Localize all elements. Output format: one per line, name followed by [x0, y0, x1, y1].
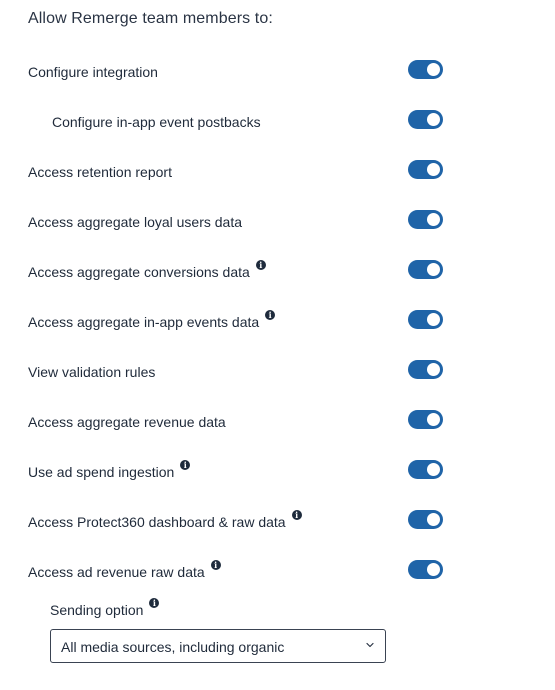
- toggle-configure-postbacks[interactable]: [408, 110, 443, 129]
- permission-label-wrap: [28, 460, 190, 480]
- toggle-knob: [427, 313, 440, 326]
- toggle-knob: [427, 63, 440, 76]
- info-icon[interactable]: i: [149, 598, 159, 608]
- permission-label: Use ad spend ingestion: [28, 464, 175, 480]
- sending-option-label: Sending option: [50, 602, 144, 618]
- toggle-knob: [427, 213, 440, 226]
- permission-row-ad-spend: [0, 458, 555, 488]
- permission-row-loyal-users: [0, 208, 555, 238]
- sending-option-label-wrap: [50, 598, 159, 618]
- sending-option-select[interactable]: [50, 629, 386, 663]
- toggle-knob: [427, 413, 440, 426]
- toggle-knob: [427, 263, 440, 276]
- permission-label: Access aggregate in-app events data: [28, 314, 260, 330]
- toggle-ad-spend[interactable]: [408, 460, 443, 479]
- permissions-heading: Allow Remerge team members to:: [28, 10, 273, 27]
- permission-row-ad-revenue-raw: [0, 558, 555, 588]
- permission-label: Configure in-app event postbacks: [52, 114, 261, 130]
- permission-label-wrap: [28, 260, 266, 280]
- permission-row-in-app-events: [0, 308, 555, 338]
- toggle-knob: [427, 563, 440, 576]
- permission-label: View validation rules: [28, 364, 156, 380]
- permission-label-wrap: [28, 310, 275, 330]
- toggle-configure-integration[interactable]: [408, 60, 443, 79]
- toggle-ad-revenue-raw[interactable]: [408, 560, 443, 579]
- toggle-knob: [427, 513, 440, 526]
- toggle-protect360[interactable]: [408, 510, 443, 529]
- toggle-knob: [427, 363, 440, 376]
- info-icon[interactable]: i: [211, 560, 221, 570]
- chevron-down-icon: [365, 640, 375, 650]
- toggle-knob: [427, 113, 440, 126]
- toggle-loyal-users[interactable]: [408, 210, 443, 229]
- info-icon[interactable]: i: [292, 510, 302, 520]
- info-icon[interactable]: i: [256, 260, 266, 270]
- permission-row-configure-integration: [0, 58, 555, 88]
- sending-option-value: All media sources, including organic: [61, 639, 285, 655]
- permission-row-retention-report: [0, 158, 555, 188]
- permission-label: Access aggregate revenue data: [28, 414, 226, 430]
- permission-label: Access aggregate conversions data: [28, 264, 250, 280]
- toggle-knob: [427, 463, 440, 476]
- permission-label: Access Protect360 dashboard & raw data: [28, 514, 286, 530]
- info-icon[interactable]: i: [265, 310, 275, 320]
- permission-row-configure-postbacks: [0, 108, 555, 138]
- info-icon[interactable]: i: [180, 460, 190, 470]
- permission-label-wrap: [28, 560, 221, 580]
- toggle-validation-rules[interactable]: [408, 360, 443, 379]
- permission-label: Access ad revenue raw data: [28, 564, 205, 580]
- permission-row-revenue: [0, 408, 555, 438]
- permission-row-validation-rules: [0, 358, 555, 388]
- toggle-revenue[interactable]: [408, 410, 443, 429]
- permission-row-protect360: [0, 508, 555, 538]
- toggle-conversions[interactable]: [408, 260, 443, 279]
- permission-label: Access retention report: [28, 164, 172, 180]
- permission-row-conversions: [0, 258, 555, 288]
- permission-label-wrap: [28, 510, 302, 530]
- toggle-retention-report[interactable]: [408, 160, 443, 179]
- permission-label: Access aggregate loyal users data: [28, 214, 243, 230]
- toggle-in-app-events[interactable]: [408, 310, 443, 329]
- toggle-knob: [427, 163, 440, 176]
- permission-label: Configure integration: [28, 64, 158, 80]
